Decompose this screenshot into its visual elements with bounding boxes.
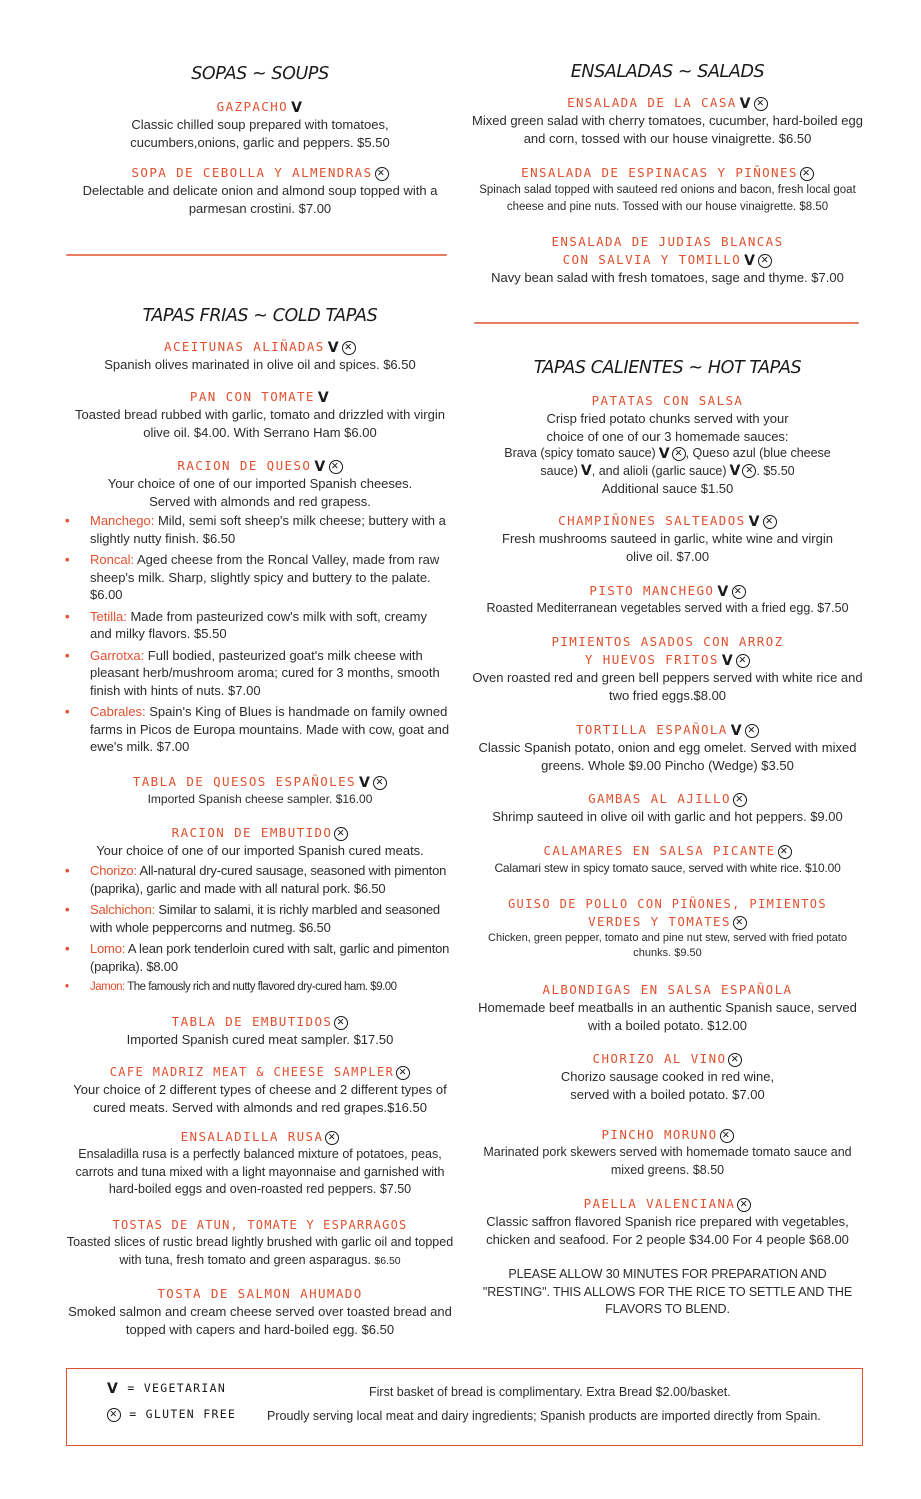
vegetarian-icon: V bbox=[717, 583, 730, 600]
item-name-line2: Y HUEVOS FRITOS bbox=[584, 652, 719, 667]
local-sourcing-note: Proudly serving local meat and dairy ingredients; Spanish products are imported directly from Spain. bbox=[267, 1409, 821, 1423]
item-name-line2: VERDES Y TOMATES bbox=[588, 914, 731, 929]
gluten-free-icon: ✕ bbox=[733, 916, 747, 930]
item-desc: Marinated pork skewers served with homemade tomato sauce and mixed greens. $8.50 bbox=[483, 1145, 852, 1177]
item-desc: Your choice of one of our imported Spanish cured meats. bbox=[96, 843, 424, 858]
item-name: PAN CON TOMATE bbox=[189, 389, 315, 404]
gluten-free-icon: ✕ bbox=[373, 776, 387, 790]
item-desc: Imported Spanish cured meat sampler. $17.50 bbox=[126, 1032, 394, 1047]
item-name: ACEITUNAS ALIÑADAS bbox=[164, 339, 325, 354]
vegetarian-icon: V bbox=[291, 99, 304, 116]
menu-item-ensalada-judias bbox=[470, 233, 865, 287]
menu-item-tabla-quesos bbox=[60, 773, 460, 809]
gluten-free-icon: ✕ bbox=[800, 167, 814, 181]
item-name: PISTO MANCHEGO bbox=[589, 583, 715, 598]
item-desc-part: Brava (spicy tomato sauce) bbox=[504, 446, 656, 460]
item-name: ENSALADA DE JUDIAS BLANCAS bbox=[551, 234, 784, 249]
vegetarian-icon: V bbox=[721, 652, 735, 669]
menu-item-pisto bbox=[470, 582, 865, 618]
menu-item-ensaladilla-rusa bbox=[60, 1128, 460, 1199]
list-item: • Roncal: Aged cheese from the Roncal Valley, made from raw sheep's milk. Sharp, slightly spicy and buttery to the palate. $6.00 bbox=[60, 551, 452, 604]
list-item: • Cabrales: Spain's King of Blues is handmade on family owned farms in Picos de Europa mountains. Made with cow, goat and ewe's milk. $7.00 bbox=[60, 703, 452, 756]
gluten-free-icon: ✕ bbox=[672, 447, 686, 461]
gluten-free-icon: ✕ bbox=[736, 654, 750, 668]
legend-label: = VEGETARIAN bbox=[127, 1381, 227, 1395]
menu-item-albondigas bbox=[470, 981, 865, 1034]
item-name: SOPA DE CEBOLLA Y ALMENDRAS bbox=[131, 165, 373, 180]
item-desc-line: Crisp fried potato chunks served with your bbox=[546, 411, 789, 426]
item-desc-part: sauce) bbox=[540, 463, 578, 478]
list-item: • Lomo: A lean pork tenderloin cured with salt, garlic and pimenton (paprika). $8.00 bbox=[60, 940, 460, 975]
list-item: • Manchego: Mild, semi soft sheep's milk cheese; buttery with a slightly nutty finish. $6.50 bbox=[60, 512, 452, 547]
item-desc-part: , Queso azul (blue cheese bbox=[685, 446, 831, 460]
list-item: • Chorizo: All-natural dry-cured sausage, seasoned with pimenton (paprika), garlic and made with all natural pork. $6.50 bbox=[60, 862, 460, 897]
item-desc-line: Additional sauce $1.50 bbox=[601, 481, 734, 496]
menu-item-ensalada-casa bbox=[470, 94, 865, 147]
item-desc: Roasted Mediterranean vegetables served with a fried egg. $7.50 bbox=[486, 601, 849, 615]
item-name: CHAMPIÑONES SALTEADOS bbox=[558, 513, 746, 528]
item-desc: Imported Spanish cheese sampler. $16.00 bbox=[147, 792, 373, 806]
menu-item-racion-queso bbox=[60, 457, 460, 510]
menu-item-calamares bbox=[470, 842, 865, 878]
item-desc: Navy bean salad with fresh tomatoes, sage and thyme. $7.00 bbox=[491, 270, 844, 285]
menu-item-patatas bbox=[470, 392, 865, 498]
item-desc: Spinach salad topped with sauteed red onions and bacon, fresh local goat cheese and pine nuts. Tossed with our house vinaigrette. $8.50 bbox=[479, 184, 856, 213]
item-name: ENSALADA DE ESPINACAS Y PIÑONES bbox=[521, 165, 798, 180]
menu-item-pimientos bbox=[470, 633, 865, 704]
item-name: PAELLA VALENCIANA bbox=[583, 1196, 736, 1211]
gluten-free-icon: ✕ bbox=[737, 1198, 751, 1212]
gluten-free-icon: ✕ bbox=[107, 1408, 121, 1422]
item-desc-part: , and alioli (garlic sauce) bbox=[591, 463, 727, 478]
gluten-free-icon: ✕ bbox=[745, 724, 759, 738]
menu-item-guiso-pollo bbox=[470, 895, 865, 961]
vegetarian-icon: V bbox=[744, 252, 757, 269]
vegetarian-icon: V bbox=[729, 463, 741, 480]
list-item: • Salchichon: Similar to salami, it is richly marbled and seasoned with whole peppercorns and nutmeg. $6.50 bbox=[60, 901, 460, 936]
list-item: • Tetilla: Made from pasteurized cow's milk with soft, creamy and milky flavors. $5.50 bbox=[60, 608, 452, 643]
menu-item-champinones bbox=[470, 512, 865, 565]
item-desc: Chicken, green pepper, tomato and pine nut stew, served with fried potato chunks. $9.50 bbox=[488, 932, 847, 959]
vegetarian-icon: V bbox=[658, 445, 670, 462]
gluten-free-icon: ✕ bbox=[720, 1129, 734, 1143]
item-desc-line: choice of one of our 3 homemade sauces: bbox=[546, 428, 789, 444]
gluten-free-legend bbox=[107, 1407, 236, 1422]
vegetarian-icon: V bbox=[730, 722, 743, 739]
vegetarian-icon: V bbox=[580, 463, 592, 480]
item-name: CAFE MADRIZ MEAT & CHEESE SAMPLER bbox=[109, 1065, 395, 1079]
item-desc: Classic saffron flavored Spanish rice prepared with vegetables, chicken and seafood. For 2 people $34.00 For 4 people $68.00 bbox=[486, 1214, 849, 1247]
gluten-free-icon: ✕ bbox=[758, 254, 772, 268]
gluten-free-icon: ✕ bbox=[754, 97, 768, 111]
gluten-free-icon: ✕ bbox=[763, 515, 777, 529]
soups-title: SOPAS ~ SOUPS bbox=[191, 64, 329, 84]
gluten-free-icon: ✕ bbox=[325, 1131, 339, 1145]
list-item: • Garrotxa: Full bodied, pasteurized goat's milk cheese with pleasant herb/mushroom aroma; cured for 3 months, smooth finish with hints of nuts. $7.00 bbox=[60, 647, 452, 700]
item-name: RACION DE EMBUTIDO bbox=[171, 825, 333, 840]
gluten-free-icon: ✕ bbox=[396, 1066, 410, 1080]
vegetarian-icon: V bbox=[314, 458, 327, 475]
menu-item-racion-embutido bbox=[60, 824, 460, 860]
menu-item-aceitunas bbox=[60, 338, 460, 374]
vegetarian-icon: V bbox=[748, 513, 761, 530]
vegetarian-legend bbox=[107, 1381, 226, 1396]
item-desc: Toasted bread rubbed with garlic, tomato and drizzled with virgin olive oil. $4.00. With Serrano Ham $6.00 bbox=[75, 407, 445, 440]
item-name: PINCHO MORUNO bbox=[601, 1127, 718, 1142]
item-desc: Toasted slices of rustic bread lightly brushed with garlic oil and topped with tuna, fresh tomato and green asparagus. bbox=[66, 1235, 454, 1267]
menu-item-gambas bbox=[470, 790, 865, 826]
item-desc: Mixed green salad with cherry tomatoes, cucumber, hard-boiled egg and corn, tossed with our house vinaigrette. $6.50 bbox=[472, 113, 863, 146]
salads-title: ENSALADAS ~ SALADS bbox=[570, 62, 765, 82]
bread-note: First basket of bread is complimentary. Extra Bread $2.00/basket. bbox=[369, 1385, 731, 1399]
paella-note: PLEASE ALLOW 30 MINUTES FOR PREPARATION AND "RESTING". THIS ALLOWS FOR THE RICE TO SETTLE AND THE FLAVORS TO BLEND. bbox=[482, 1267, 853, 1316]
gluten-free-icon: ✕ bbox=[334, 1016, 348, 1030]
item-desc: Delectable and delicate onion and almond soup topped with a parmesan crostini. $7.00 bbox=[82, 183, 438, 216]
gluten-free-icon: ✕ bbox=[329, 460, 343, 474]
item-desc: Calamari stew in spicy tomato sauce, served with white rice. $10.00 bbox=[494, 861, 841, 875]
cheese-list bbox=[60, 512, 460, 760]
vegetarian-icon: V bbox=[317, 389, 331, 406]
item-name: ENSALADILLA RUSA bbox=[180, 1129, 324, 1144]
item-name: CHORIZO AL VINO bbox=[592, 1051, 727, 1066]
vegetarian-icon: V bbox=[739, 95, 752, 112]
menu-item-tosta-salmon bbox=[60, 1285, 460, 1338]
item-name: TOSTAS DE ATUN, TOMATE Y ESPARRAGOS bbox=[112, 1218, 408, 1232]
item-desc: Smoked salmon and cream cheese served over toasted bread and topped with capers and hard-boiled egg. $6.50 bbox=[68, 1304, 452, 1337]
menu-item-ensalada-espinacas bbox=[470, 164, 865, 216]
item-desc: Ensaladilla rusa is a perfectly balanced mixture of potatoes, peas, carrots and tuna mixed with a light mayonnaise and garnished with hard-boiled eggs and oven-roasted red peppers. $7.50 bbox=[75, 1147, 445, 1196]
item-name: PATATAS CON SALSA bbox=[591, 393, 744, 408]
gluten-free-icon: ✕ bbox=[732, 585, 746, 599]
item-name: ALBONDIGAS EN SALSA ESPAÑOLA bbox=[542, 982, 793, 997]
menu-item-chorizo-vino bbox=[470, 1050, 865, 1103]
hot-tapas-title: TAPAS CALIENTES ~ HOT TAPAS bbox=[533, 358, 802, 378]
item-name: RACION DE QUESO bbox=[177, 458, 312, 473]
gluten-free-icon: ✕ bbox=[375, 167, 389, 181]
item-name: TABLA DE QUESOS ESPAÑOLES bbox=[132, 774, 356, 789]
item-name: CALAMARES EN SALSA PICANTE bbox=[543, 843, 776, 858]
item-name-line2: CON SALVIA Y TOMILLO bbox=[562, 252, 742, 267]
section-divider bbox=[66, 254, 447, 256]
item-desc: Fresh mushrooms sauteed in garlic, white wine and virgin olive oil. $7.00 bbox=[502, 531, 833, 564]
menu-item-paella bbox=[470, 1195, 865, 1248]
item-name: GAMBAS AL AJILLO bbox=[588, 791, 731, 806]
gluten-free-icon: ✕ bbox=[342, 341, 356, 355]
item-name: PIMIENTOS ASADOS CON ARROZ bbox=[551, 634, 784, 649]
gluten-free-icon: ✕ bbox=[778, 845, 792, 859]
item-price: $6.50 bbox=[374, 1254, 401, 1267]
menu-item-pan-con-tomate bbox=[60, 388, 460, 441]
item-desc-part: . $5.50 bbox=[756, 463, 795, 478]
menu-item-pincho-moruno bbox=[470, 1126, 865, 1179]
legend-label: = GLUTEN FREE bbox=[129, 1407, 237, 1421]
gluten-free-icon: ✕ bbox=[733, 793, 747, 807]
menu-item-tortilla bbox=[470, 721, 865, 774]
item-desc: Oven roasted red and green bell peppers served with white rice and two fried eggs.$8.00 bbox=[472, 670, 863, 703]
menu-item-gazpacho bbox=[60, 98, 460, 151]
list-item: • Jamon: The famously rich and nutty flavored dry-cured ham. $9.00 bbox=[60, 979, 460, 997]
item-desc: Classic Spanish potato, onion and egg omelet. Served with mixed greens. Whole $9.00 Pincho (Wedge) $3.50 bbox=[478, 740, 857, 773]
item-name: GAZPACHO bbox=[216, 99, 289, 114]
item-name: TORTILLA ESPAÑOLA bbox=[576, 722, 728, 737]
item-desc: Spanish olives marinated in olive oil and spices. $6.50 bbox=[104, 357, 416, 372]
item-name: TABLA DE EMBUTIDOS bbox=[171, 1014, 333, 1029]
gluten-free-icon: ✕ bbox=[742, 464, 756, 478]
cold-tapas-title: TAPAS FRIAS ~ COLD TAPAS bbox=[142, 306, 378, 326]
item-name: GUISO DE POLLO CON PIÑONES, PIMIENTOS bbox=[507, 897, 828, 911]
section-divider bbox=[474, 322, 859, 324]
vegetarian-icon: V bbox=[107, 1380, 120, 1397]
menu-item-tostas-atun bbox=[60, 1216, 460, 1270]
cured-meat-list bbox=[60, 862, 460, 1001]
vegetarian-icon: V bbox=[358, 774, 372, 791]
item-desc: Your choice of one of our imported Spanish cheeses. Served with almonds and red grapess. bbox=[107, 476, 413, 509]
item-desc: Your choice of 2 different types of cheese and 2 different types of cured meats. Served with almonds and red grapes.$16.50 bbox=[73, 1082, 447, 1115]
menu-item-tabla-embutidos bbox=[60, 1013, 460, 1049]
item-desc: Homemade beef meatballs in an authentic Spanish sauce, served with a boiled potato. $12.00 bbox=[478, 1000, 857, 1033]
item-name: TOSTA DE SALMON AHUMADO bbox=[157, 1286, 363, 1301]
menu-item-cafe-madriz-sampler bbox=[60, 1063, 460, 1116]
item-desc: Shrimp sauteed in olive oil with garlic and hot peppers. $9.00 bbox=[492, 809, 843, 824]
item-name: ENSALADA DE LA CASA bbox=[567, 95, 737, 110]
item-desc: Classic chilled soup prepared with tomatoes, cucumbers,onions, garlic and peppers. $5.50 bbox=[130, 117, 390, 150]
menu-item-sopa-cebolla bbox=[60, 164, 460, 217]
item-desc: Chorizo sausage cooked in red wine, served with a boiled potato. $7.00 bbox=[560, 1069, 775, 1102]
vegetarian-icon: V bbox=[327, 339, 340, 356]
footer-legend-box bbox=[66, 1368, 863, 1446]
gluten-free-icon: ✕ bbox=[728, 1053, 742, 1067]
gluten-free-icon: ✕ bbox=[334, 827, 348, 841]
